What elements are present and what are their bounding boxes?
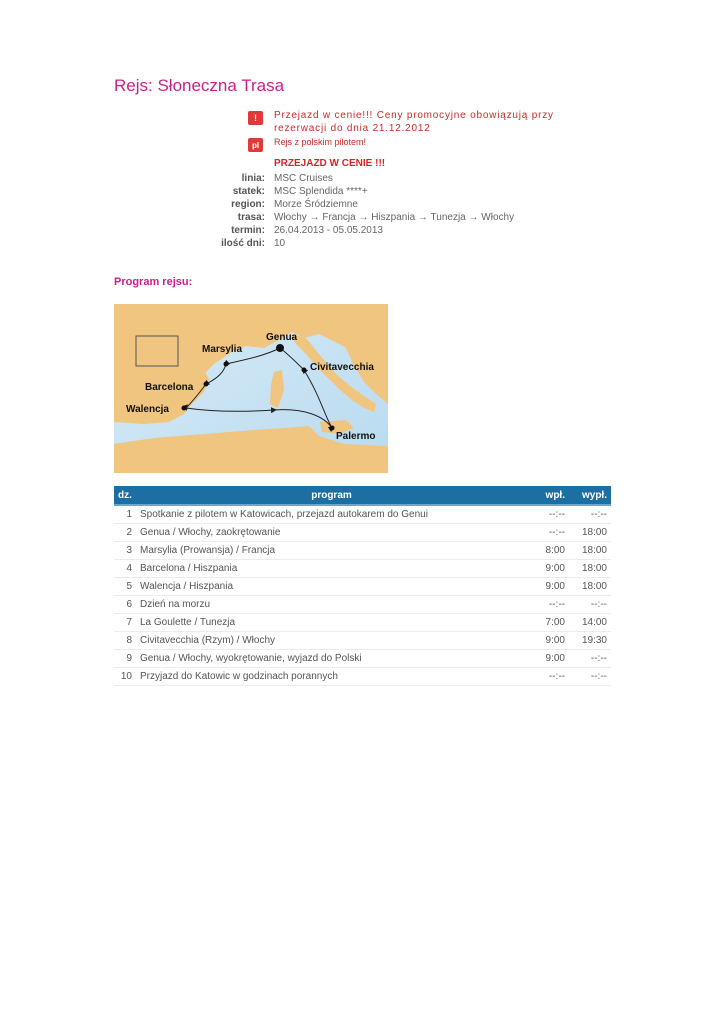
cell-day: 7 xyxy=(114,614,136,632)
promo-label: PRZEJAZD W CENIE !!! xyxy=(274,158,386,169)
cell-day: 8 xyxy=(114,632,136,650)
header-departure: wypł. xyxy=(569,486,611,505)
cell-arrival: --:-- xyxy=(527,505,569,524)
map-label-genua: Genua xyxy=(266,332,298,343)
cruise-info xyxy=(200,172,514,250)
info-label: region: xyxy=(231,199,265,210)
cell-departure: --:-- xyxy=(569,668,611,686)
table-row xyxy=(114,560,611,578)
table-row xyxy=(114,596,611,614)
cell-departure: 18:00 xyxy=(569,578,611,596)
table-row xyxy=(114,668,611,686)
route-map xyxy=(114,304,388,473)
info-value: Włochy → Francja → Hiszpania → Tunezja → Włochy xyxy=(274,212,515,223)
cell-program: Marsylia (Prowansja) / Francja xyxy=(136,542,527,560)
cell-departure: --:-- xyxy=(569,650,611,668)
notice-pl xyxy=(248,136,568,152)
table-row xyxy=(114,542,611,560)
cell-day: 9 xyxy=(114,650,136,668)
cell-arrival: 7:00 xyxy=(527,614,569,632)
cell-day: 3 xyxy=(114,542,136,560)
notice-warning xyxy=(248,109,568,135)
warning-icon: ! xyxy=(248,111,263,125)
table-row xyxy=(114,632,611,650)
cell-day: 10 xyxy=(114,668,136,686)
cell-program: Przyjazd do Katowic w godzinach porannych xyxy=(136,668,527,686)
table-row xyxy=(114,578,611,596)
info-value: Morze Śródziemne xyxy=(274,199,358,210)
map-label-barcelona: Barcelona xyxy=(145,382,194,393)
info-value: 10 xyxy=(274,238,286,249)
cell-program: Walencja / Hiszpania xyxy=(136,578,527,596)
cell-arrival: 8:00 xyxy=(527,542,569,560)
cell-program: Genua / Włochy, zaokrętowanie xyxy=(136,524,527,542)
cell-departure: --:-- xyxy=(569,596,611,614)
cell-departure: 18:00 xyxy=(569,524,611,542)
info-label: linia: xyxy=(241,173,265,184)
header-program: program xyxy=(136,486,527,505)
program-title: Program rejsu: xyxy=(114,276,193,288)
port-barcelona-dot xyxy=(204,382,209,387)
notice-warning-text: Przejazd w cenie!!! Ceny promocyjne obowiązują przy rezerwacji do dnia 21.12.2012 xyxy=(274,110,554,134)
map-label-marsylia: Marsylia xyxy=(202,344,243,355)
port-marsylia-dot xyxy=(224,362,229,367)
cell-program: La Goulette / Tunezja xyxy=(136,614,527,632)
cell-program: Spotkanie z pilotem w Katowicach, przejazd autokarem do Genui xyxy=(136,505,527,524)
page-title: Rejs: Słoneczna Trasa xyxy=(114,76,285,95)
info-row-days xyxy=(200,237,514,250)
cell-arrival: 9:00 xyxy=(527,650,569,668)
map-label-walencja: Walencja xyxy=(126,404,169,415)
info-row-ship xyxy=(200,185,514,198)
info-row-line xyxy=(200,172,514,185)
header-day: dz. xyxy=(114,486,136,505)
info-row-term xyxy=(200,224,514,237)
info-label: statek: xyxy=(232,186,265,197)
notice-block xyxy=(248,109,568,152)
cell-arrival: 9:00 xyxy=(527,578,569,596)
info-label: ilość dni: xyxy=(221,238,265,249)
cell-arrival: --:-- xyxy=(527,668,569,686)
cell-arrival: 9:00 xyxy=(527,632,569,650)
table-header-row xyxy=(114,486,611,505)
table-row xyxy=(114,524,611,542)
cell-departure: 14:00 xyxy=(569,614,611,632)
cell-program: Genua / Włochy, wyokrętowanie, wyjazd do Polski xyxy=(136,650,527,668)
cell-day: 2 xyxy=(114,524,136,542)
table-row xyxy=(114,505,611,524)
info-value: 26.04.2013 - 05.05.2013 xyxy=(274,225,383,236)
header-arrival: wpł. xyxy=(527,486,569,505)
cell-departure: 18:00 xyxy=(569,542,611,560)
cell-departure: --:-- xyxy=(569,505,611,524)
port-walencja-dot xyxy=(182,406,187,411)
cell-day: 1 xyxy=(114,505,136,524)
cell-arrival: 9:00 xyxy=(527,560,569,578)
cell-program: Dzień na morzu xyxy=(136,596,527,614)
info-row-route xyxy=(200,211,514,224)
polish-pilot-icon: pl xyxy=(248,138,263,152)
info-value: MSC Splendida ****+ xyxy=(274,186,368,197)
notice-pl-text: Rejs z polskim pilotem! xyxy=(274,137,367,147)
table-row xyxy=(114,650,611,668)
cell-day: 6 xyxy=(114,596,136,614)
cell-arrival: --:-- xyxy=(527,524,569,542)
table-row xyxy=(114,614,611,632)
cell-day: 4 xyxy=(114,560,136,578)
info-label: trasa: xyxy=(237,212,265,223)
cell-departure: 19:30 xyxy=(569,632,611,650)
map-label-civitavecchia: Civitavecchia xyxy=(310,362,374,373)
cell-program: Barcelona / Hiszpania xyxy=(136,560,527,578)
port-palermo-dot xyxy=(330,426,335,431)
cell-departure: 18:00 xyxy=(569,560,611,578)
info-label: termin: xyxy=(231,225,265,236)
info-row-region xyxy=(200,198,514,211)
program-table xyxy=(114,486,611,686)
info-value: MSC Cruises xyxy=(274,173,333,184)
cell-day: 5 xyxy=(114,578,136,596)
cell-arrival: --:-- xyxy=(527,596,569,614)
map-label-palermo: Palermo xyxy=(336,431,376,442)
port-civitavecchia-dot xyxy=(302,368,307,373)
cell-program: Civitavecchia (Rzym) / Włochy xyxy=(136,632,527,650)
port-genua-dot xyxy=(276,344,284,352)
